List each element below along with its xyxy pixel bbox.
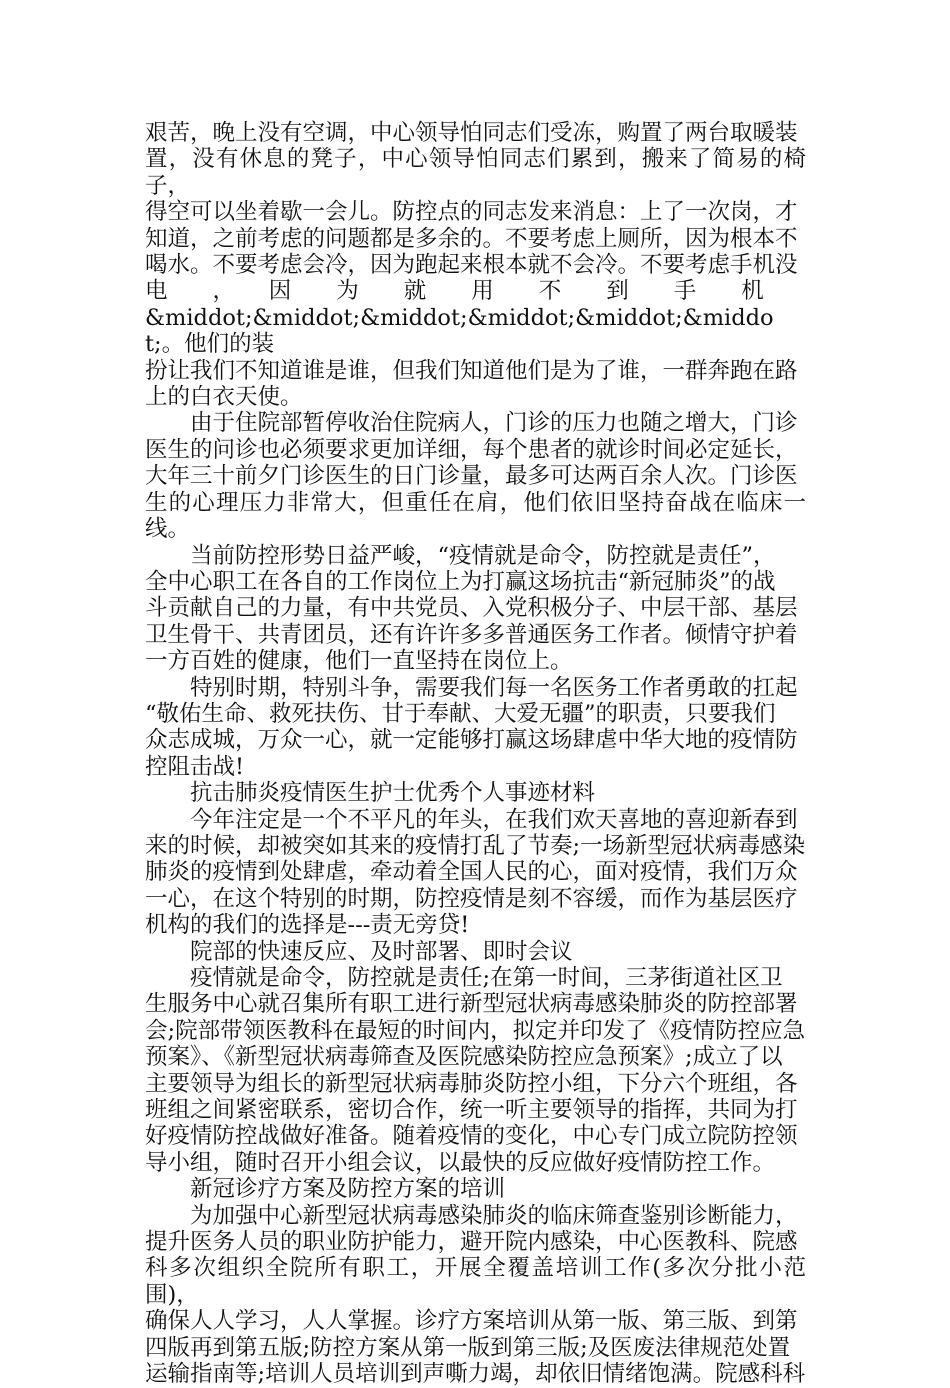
paragraph-7 (145, 1203, 806, 1388)
text-line: 科多次组织全院所有职工，开展全覆盖培训工作(多次分批小范围)， (145, 1255, 806, 1308)
text-line: 运输指南等;培训人员培训到声嘶力竭，却依旧情绪饱满。院感科科 (145, 1361, 806, 1388)
text-line: 一方百姓的健康，他们一直坚持在岗位上。 (145, 648, 573, 675)
paragraph-6 (145, 965, 806, 1176)
text-line: 当前防控形势日益严峻，“疫情就是命令，防控就是责任”， (190, 542, 776, 569)
text-line: 卫生骨干、共青团员，还有许许多多普通医务工作者。倾情守护着 (145, 621, 798, 648)
text-line: 上的白衣天使。 (145, 384, 303, 411)
text-line: 好疫情防控战做好准备。随着疫情的变化，中心专门成立院防控领 (145, 1123, 798, 1150)
paragraph-4 (145, 675, 806, 781)
text-line: 全中心职工在各自的工作岗位上为打赢这场抗击“新冠肺炎”的战 (145, 568, 776, 595)
paragraph-3 (145, 543, 806, 675)
document-page (145, 120, 806, 1388)
text-line: 肺炎的疫情到处肆虐，牵动着全国人民的心，面对疫情，我们万众 (145, 859, 798, 886)
text-line: 喝水。不要考虑会冷，因为跑起来根本就不会冷。不要考虑手机没 (145, 252, 798, 279)
section-heading (145, 780, 806, 806)
paragraph-2 (145, 410, 806, 542)
text-line: 班组之间紧密联系，密切合作，统一听主要领导的指挥，共同为打 (145, 1097, 798, 1124)
text-line: 生的心理压力非常大，但重任在肩，他们依旧坚持奋战在临床一线。 (145, 489, 806, 543)
text-line: 置，没有休息的凳子，中心领导怕同志们累到，搬来了简易的椅子， (145, 146, 806, 199)
heading-text: 抗击肺炎疫情医生护士优秀个人事迹材料 (190, 780, 596, 807)
text-line: 众志成城，万众一心，就一定能够打赢这场肆虐中华大地的疫情防 (145, 727, 798, 754)
text-line: 主要领导为组长的新型冠状病毒肺炎防控小组，下分六个班组，各 (145, 1070, 798, 1097)
paragraph-5 (145, 807, 806, 939)
text-line: 由于住院部暂停收治住院病人，门诊的压力也随之增大，门诊 (190, 410, 798, 437)
text-line: 斗贡献自己的力量，有中共党员、入党积极分子、中层干部、基层 (145, 595, 798, 622)
text-line: “敬佑生命、救死扶伤、甘于奉献、大爱无疆”的职责，只要我们 (145, 700, 776, 727)
text-line: 控阻击战! (145, 753, 245, 780)
text-line: 生服务中心就召集所有职工进行新型冠状病毒感染肺炎的防控部署 (145, 991, 798, 1018)
text-line: 大年三十前夕门诊医生的日门诊量，最多可达两百余人次。门诊医 (145, 463, 798, 490)
text-line: 为加强中心新型冠状病毒感染肺炎的临床筛查鉴别诊断能力， (190, 1202, 798, 1229)
text-line: 四版再到第五版;防控方案从第一版到第三版;及医废法律规范处置 (145, 1334, 791, 1361)
text-line: 会;院部带领医教科在最短的时间内，拟定并印发了《疫情防控应急 (145, 1017, 806, 1044)
heading-text: 院部的快速反应、及时部署、即时会议 (190, 938, 573, 965)
subheading-training (145, 1176, 806, 1202)
text-line: &middot;&middot;&middot;&middot;&middot;&middot;。他们的装 (145, 304, 774, 358)
heading-text: 新冠诊疗方案及防控方案的培训 (190, 1176, 506, 1203)
text-line: 今年注定是一个不平凡的年头，在我们欢天喜地的喜迎新春到 (190, 806, 798, 833)
text-line: 疫情就是命令，防控就是责任;在第一时间，三茅街道社区卫 (190, 965, 783, 991)
text-line: 扮让我们不知道谁是谁，但我们知道他们是为了谁，一群奔跑在路 (145, 357, 798, 384)
text-line: 机构的我们的选择是---责无旁贷! (145, 912, 470, 939)
text-line: 提升医务人员的职业防护能力，避开院内感染，中心医教科、院感 (145, 1229, 798, 1256)
paragraph-1 (145, 120, 806, 410)
subheading-rapid-response (145, 939, 806, 965)
text-line: 得空可以坐着歇一会儿。防控点的同志发来消息：上了一次岗，才 (145, 199, 798, 226)
text-line: 电 ， 因 为 就 用 不 到 手 机 (145, 278, 764, 305)
text-line: 特别时期，特别斗争，需要我们每一名医务工作者勇敢的扛起 (190, 674, 798, 701)
text-line: 导小组，随时召开小组会议，以最快的反应做好疫情防控工作。 (145, 1149, 776, 1176)
text-line: 确保人人学习，人人掌握。诊疗方案培训从第一版、第三版、到第 (145, 1308, 798, 1335)
text-line: 来的时候，却被突如其来的疫情打乱了节奏;一场新型冠状病毒感染 (145, 832, 806, 859)
text-line: 医生的问诊也必须要求更加详细，每个患者的就诊时间必定延长， (145, 436, 798, 463)
text-line: 一心，在这个特别的时期，防控疫情是刻不容缓，而作为基层医疗 (145, 885, 798, 912)
text-line: 预案》、《新型冠状病毒筛查及医院感染防控应急预案》;成立了以 (145, 1044, 783, 1071)
text-line: 艰苦，晚上没有空调，中心领导怕同志们受冻，购置了两台取暖装 (145, 120, 798, 146)
text-line: 知道，之前考虑的问题都是多余的。不要考虑上厕所，因为根本不 (145, 225, 798, 252)
